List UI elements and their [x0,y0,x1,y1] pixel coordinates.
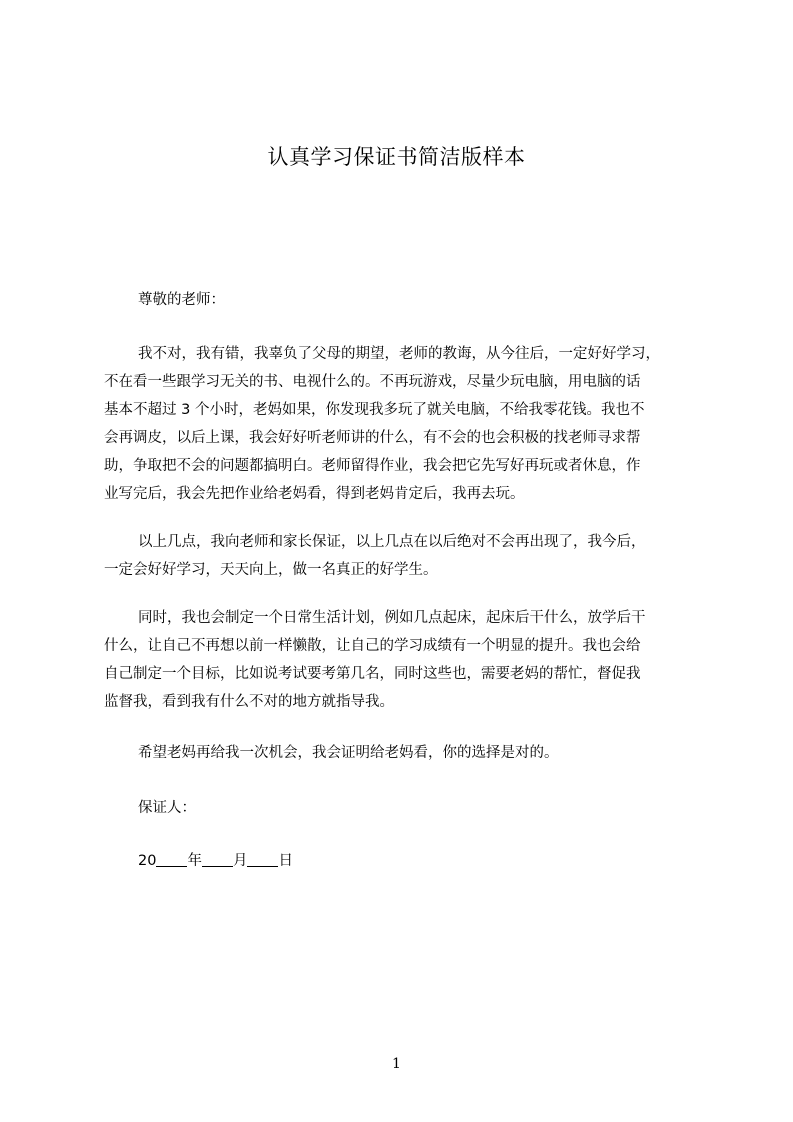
paragraph-line: 基本不超过 3 个小时，老妈如果，你发现我多玩了就关电脑，不给我零花钱。我也不 [104,402,645,418]
salutation-text: 尊敬的老师： [138,292,225,308]
date-block [104,847,704,875]
signer-label: 保证人： [138,800,196,816]
paragraph-1 [104,340,704,508]
paragraph-line: 希望老妈再给我一次机会，我会证明给老妈看，你的选择是对的。 [138,745,559,761]
paragraph-line: 不在看一些跟学习无关的书、电视什么的。不再玩游戏，尽量少玩电脑，用电脑的话 [104,374,641,390]
day-label: 日 [278,853,293,869]
paragraph-line: 会再调皮，以后上课，我会好好听老师讲的什么，有不会的也会积极的找老师寻求帮 [104,430,641,446]
paragraph-line: 助，争取把不会的问题都搞明白。老师留得作业，我会把它先写好再玩或者休息，作 [104,458,641,474]
paragraph-line: 以上几点，我向老师和家长保证，以上几点在以后绝对不会再出现了，我今后， [138,534,646,550]
paragraph-line: 自己制定一个目标，比如说考试要考第几名，同时这些也，需要老妈的帮忙，督促我 [104,666,641,682]
paragraph-line: 什么，让自己不再想以前一样懒散，让自己的学习成绩有一个明显的提升。我也会给 [104,638,641,654]
paragraph-line: 业写完后，我会先把作业给老妈看，得到老妈肯定后，我再去玩。 [104,486,525,502]
month-blank [202,849,233,867]
year-blank [156,849,187,867]
paragraph-4 [104,739,704,767]
page-title: 认真学习保证书简洁版样本 [267,145,526,169]
month-label: 月 [232,853,248,869]
signer-block [104,794,704,822]
paragraph-line: 一定会好好学习，天天向上，做一名真正的好学生。 [104,562,438,578]
paragraph-line: 同时，我也会制定一个日常生活计划，例如几点起床，起床后干什么，放学后干 [138,610,646,626]
paragraph-2 [104,528,704,584]
year-label: 年 [187,853,202,869]
day-blank [247,849,278,867]
date-prefix: 20 [138,853,157,869]
date-line [104,847,704,875]
paragraph-line: 我不对，我有错，我辜负了父母的期望，老师的教诲，从今往后，一定好好学习， [138,346,660,362]
paragraph-3 [104,604,704,716]
paragraph-line: 监督我，看到我有什么不对的地方就指导我。 [104,694,394,710]
page-number: 1 [392,1056,401,1072]
salutation [104,286,704,314]
